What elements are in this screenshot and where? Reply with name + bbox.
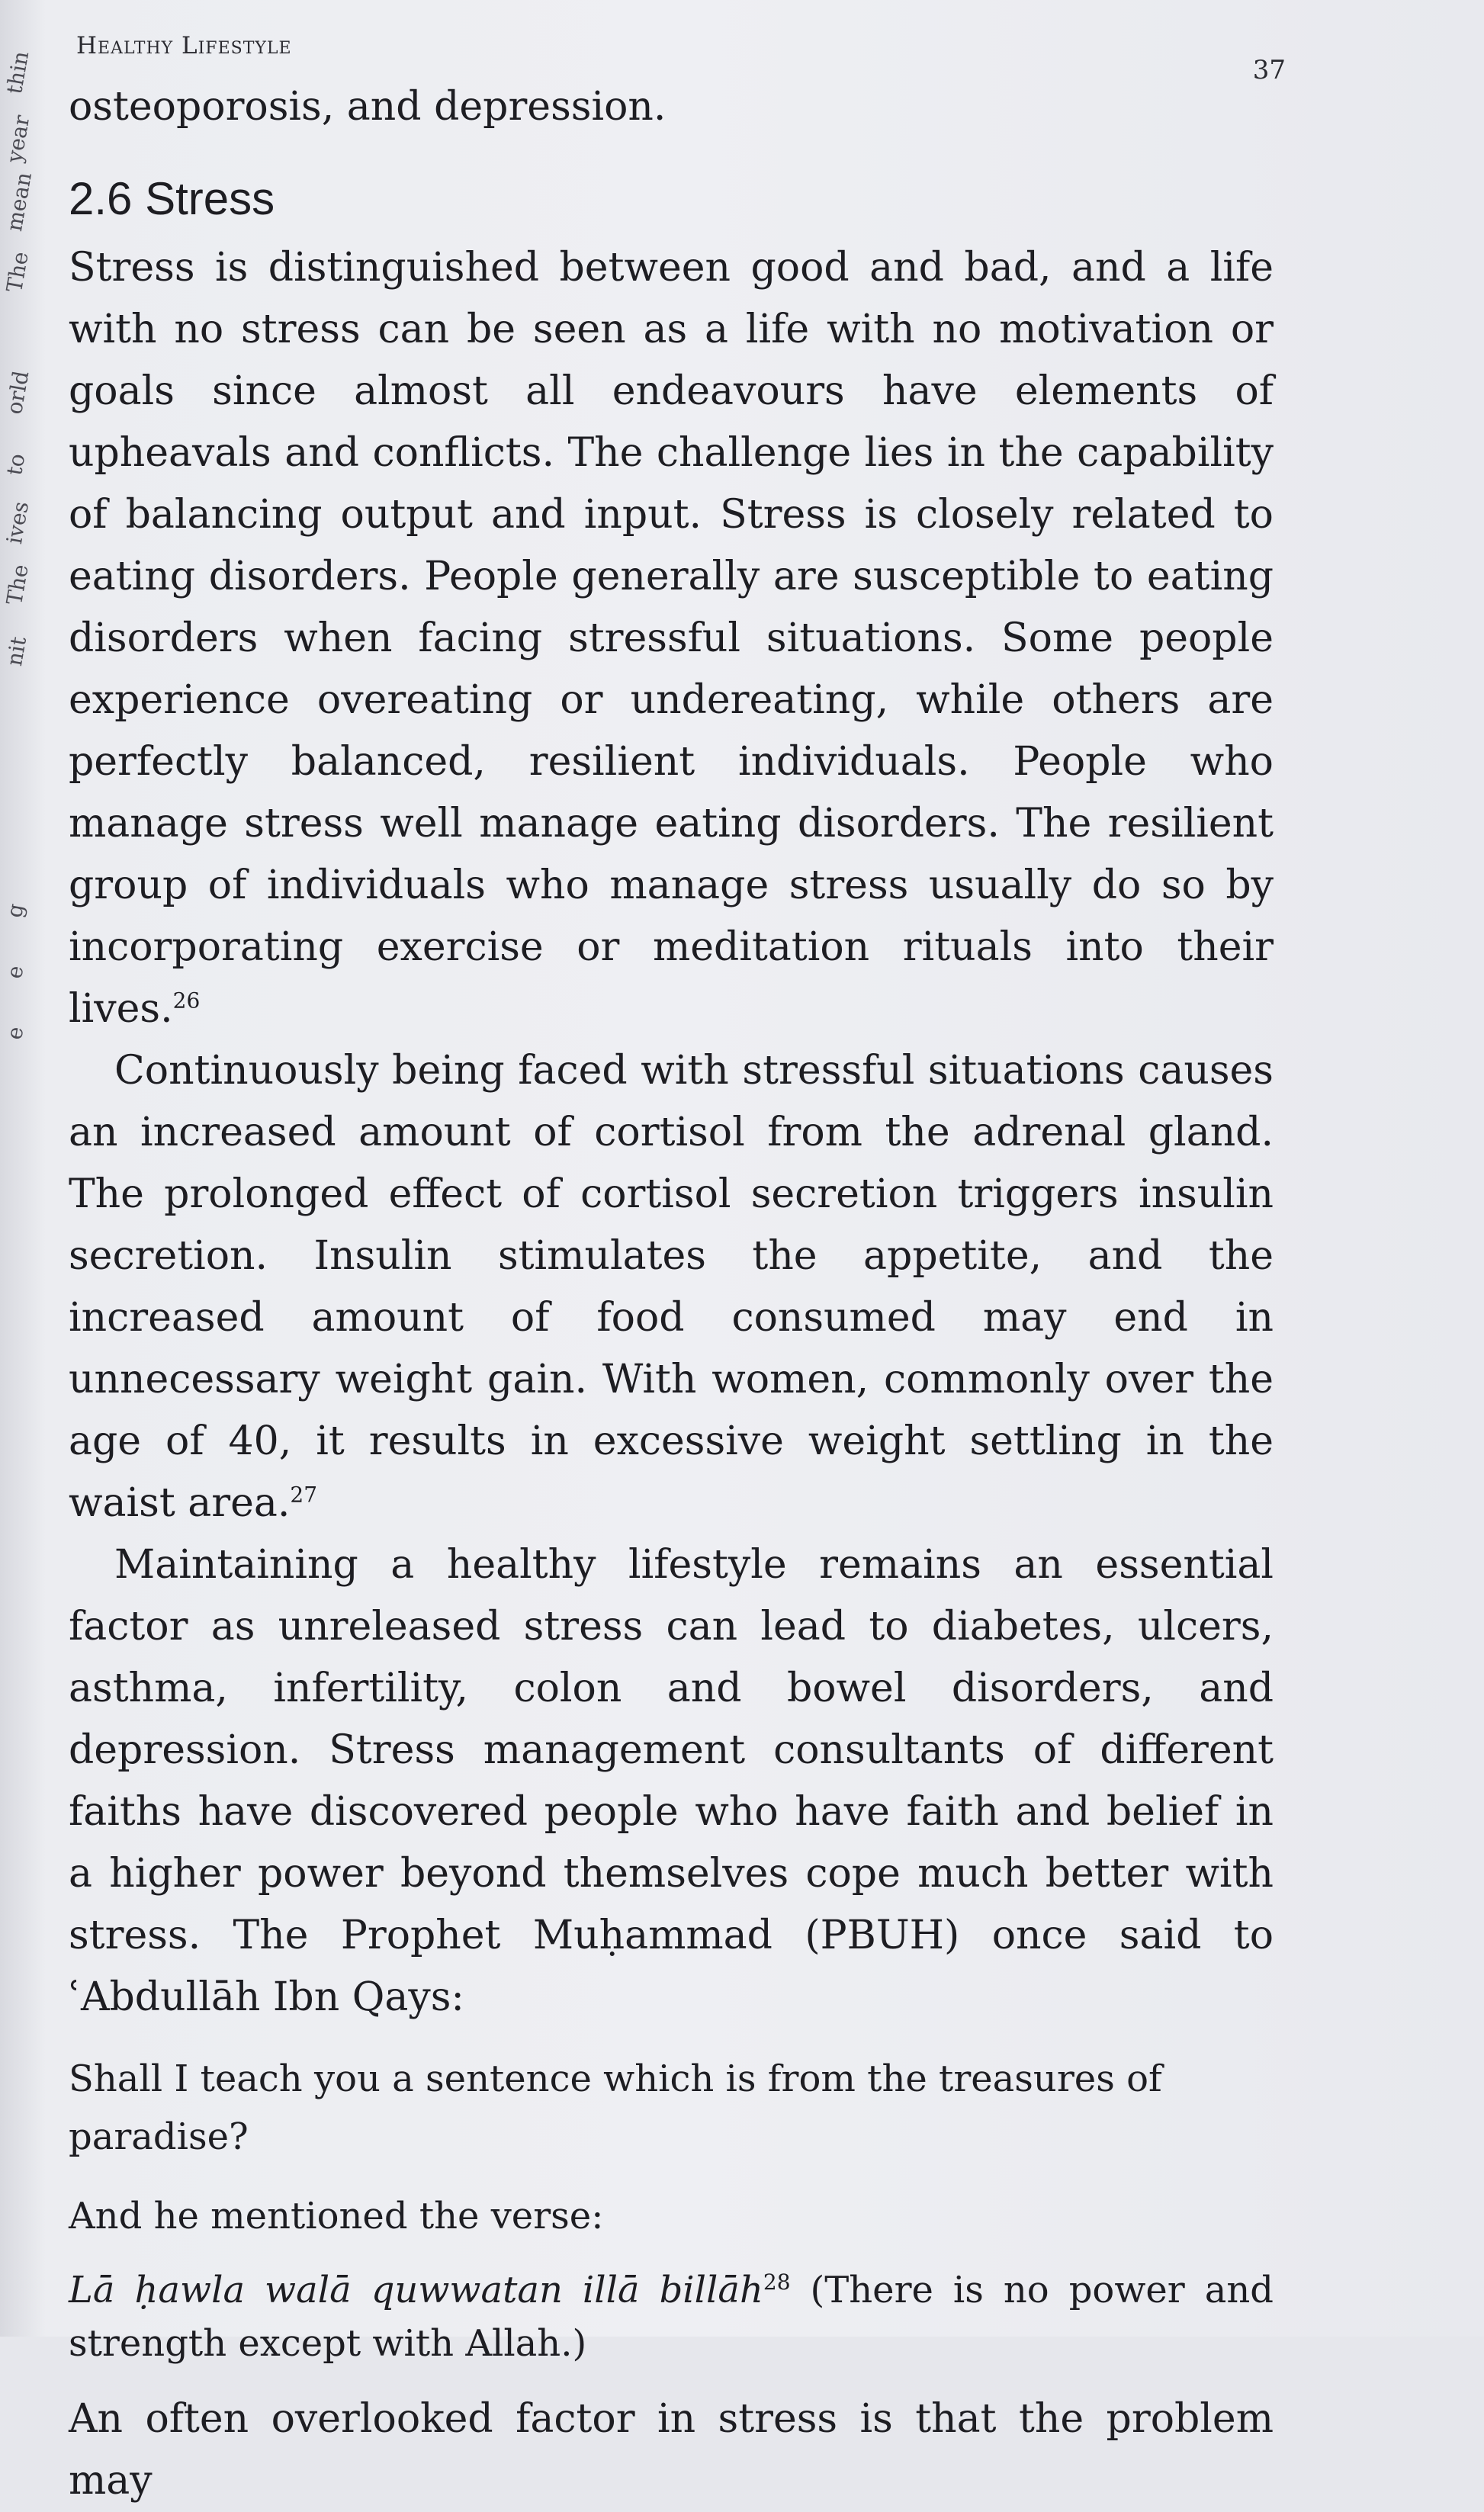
intro-line: osteoporosis, and depression. (69, 84, 667, 130)
margin-fragment: orld (2, 368, 34, 416)
page-body (69, 76, 1274, 2512)
paragraph (69, 1040, 1274, 1534)
margin-fragment: mean (2, 170, 37, 233)
section-heading: 2.6 Stress (69, 173, 275, 224)
margin-fragment: e (2, 1024, 29, 1042)
block-quote-verse (69, 2263, 1274, 2370)
margin-fragment: to (2, 451, 31, 477)
adjacent-page-edge (0, 0, 37, 2337)
paragraph-text: Maintaining a healthy lifestyle remains an essential factor as unreleased stress can lead to diabetes, ulcers, asthma, infertility, colon and bowel disorders, and depression. Stress management consultants of different faiths have discovered people who have faith and belief in a higher power beyond themselves cope much better with stress. The Prophet Muḥammad (PBUH) once said to ʿAbdullāh Ibn Qays: (69, 1542, 1274, 2020)
paragraph-text: Stress is distinguished between good and bad, and a life with no stress can be seen as a life with no motivation or goals since almost all endeavours have elements of upheavals and conflicts. The challenge lies in the capability of balancing output and input. Stress is closely related to eating disorders. People generally are susceptible to eating disorders when facing stressful situations. Some people experience overeating or undereating, while others are perfectly balanced, resilient individuals. People who manage stress well manage eating disorders. The resilient group of individuals who manage stress usually do so by incorporating exercise or meditation rituals into their lives. (69, 245, 1274, 1032)
paragraph: An often overlooked factor in stress is that the problem may (69, 2396, 1274, 2504)
block-quote-line: Shall I teach you a sentence which is from the treasures of paradise? (69, 2057, 1162, 2158)
footnote-ref[interactable]: 28 (763, 2269, 791, 2295)
footnote-ref[interactable]: 26 (172, 988, 201, 1013)
margin-fragment: e (2, 963, 29, 981)
transliteration: Lā ḥawla walā quwwatan illā billāh (69, 2269, 763, 2311)
margin-fragment: ives (2, 500, 34, 546)
paragraph (69, 1534, 1274, 2029)
paragraph (69, 237, 1274, 1040)
margin-fragment: thin (2, 49, 34, 96)
page-number: 37 (1252, 55, 1286, 85)
running-head: Healthy Lifestyle (76, 32, 292, 59)
paragraph-text: Continuously being faced with stressful situations causes an increased amount of cortisol from the adrenal gland. The prolonged effect of cortisol secretion triggers insulin secretion. Insulin stimulates the appetite, and the increased amount of food consumed may end in unnecessary weight gain. With women, commonly over the age of 40, it results in excessive weight settling in the waist area. (69, 1048, 1274, 1526)
footnote-ref[interactable]: 27 (290, 1482, 318, 1508)
margin-fragment: The (2, 249, 34, 294)
block-quote-line: And he mentioned the verse: (69, 2195, 604, 2237)
margin-fragment: g (2, 901, 29, 920)
margin-fragment: nit (2, 634, 32, 668)
margin-fragment: year (2, 113, 35, 165)
translation: (There is no power and strength except with Allah.) (69, 2269, 1274, 2365)
margin-fragment: The (2, 562, 34, 607)
